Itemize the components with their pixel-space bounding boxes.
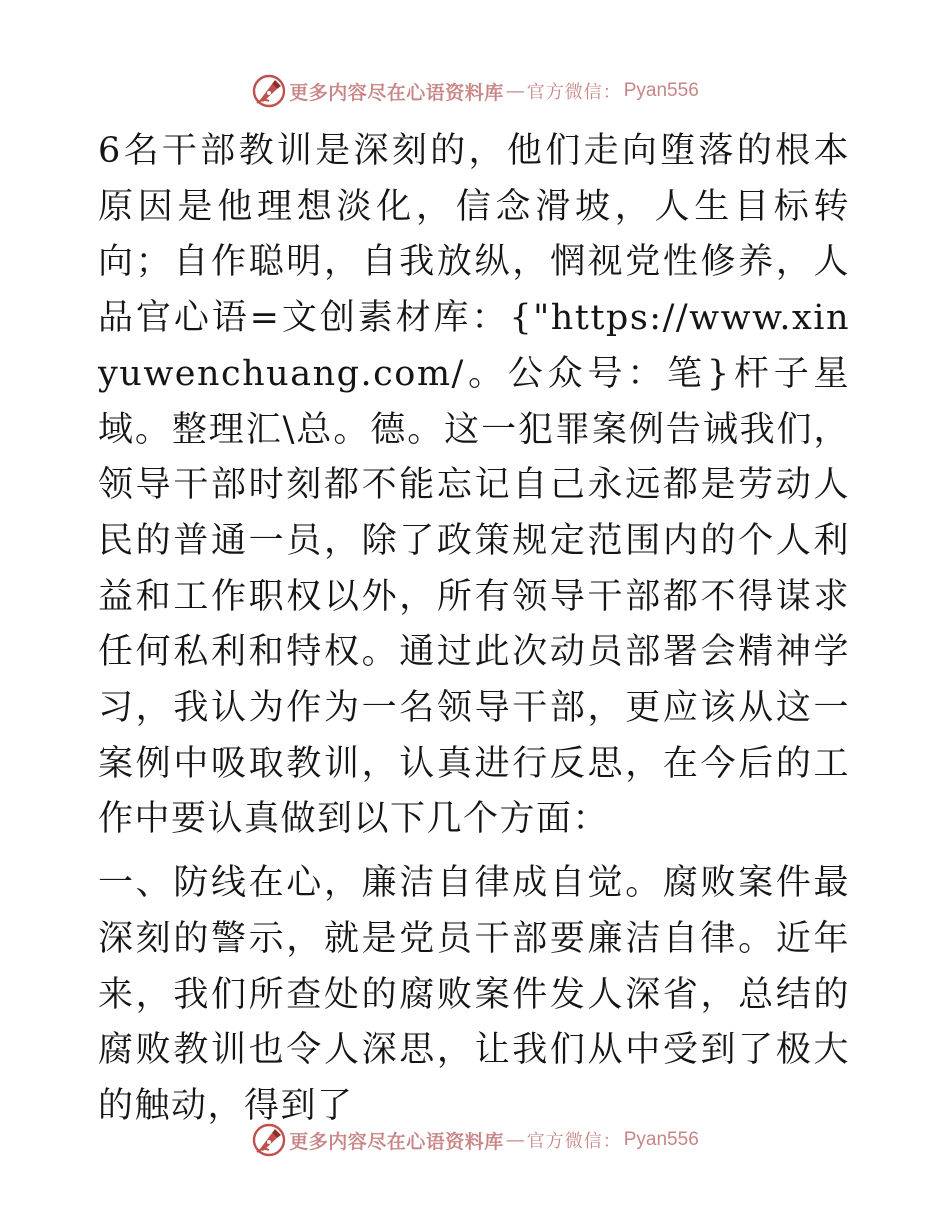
- document-body: [98, 124, 850, 1135]
- header-site-text: 更多内容尽在心语资料库: [289, 81, 504, 104]
- footer-wechat-id: Pyan556: [623, 1129, 699, 1150]
- header-banner: [0, 71, 950, 111]
- body-paragraph-2: 一、防线在心，廉洁自律成自觉。腐败案件最深刻的警示，就是党员干部要廉洁自律。近年来，我们所查处的腐败案件发人深省，总结的腐败教训也令人深思，让我们从中受到了极大的触动，得到了: [98, 863, 850, 1126]
- footer-wechat-label: 官方微信：: [526, 1131, 622, 1152]
- footer-separator: —: [505, 1129, 525, 1151]
- footer-banner: [0, 1120, 950, 1160]
- pen-nib-logo-icon: [251, 1122, 287, 1158]
- header-wechat-label: 官方微信：: [526, 82, 622, 103]
- header-separator: —: [505, 80, 525, 102]
- pen-nib-logo-icon: [251, 73, 287, 109]
- header-wechat-id: Pyan556: [623, 80, 699, 101]
- body-paragraph-1: 6名干部教训是深刻的，他们走向堕落的根本原因是他理想淡化，信念滑坡，人生目标转向；自作聪明，自我放纵，惘视党性修养，人品官心语=文创素材库：{"https://www.xinyuwenchuang.com/。公众号：笔}杆子星域。整理汇\总。德。这一犯罪案例告诫我们，领导干部时刻都不能忘记自己永远都是劳动人民的普通一员，除了政策规定范围内的个人利益和工作职权以外，所有领导干部都不得谋求任何私利和特权。通过此次动员部署会精神学习，我认为作为一名领导干部，更应该从这一案例中吸取教训，认真进行反思，在今后的工作中要认真做到以下几个方面：: [98, 131, 850, 840]
- footer-site-text: 更多内容尽在心语资料库: [289, 1130, 504, 1153]
